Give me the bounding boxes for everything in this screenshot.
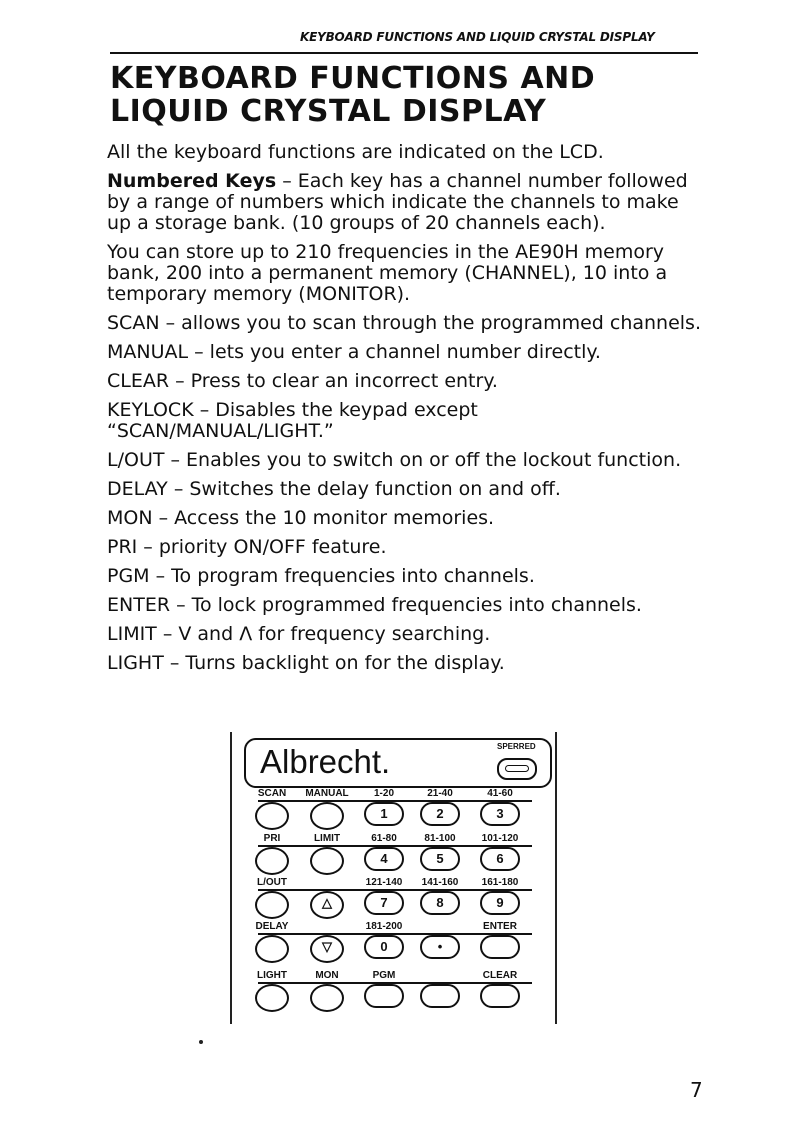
paragraph-pri: PRI – priority ON/OFF feature. bbox=[107, 536, 387, 558]
page-title bbox=[110, 62, 700, 128]
keypad-key bbox=[310, 984, 344, 1012]
keypad-key bbox=[255, 935, 289, 963]
keypad-label: LIGHT bbox=[257, 970, 287, 981]
keypad-label: ENTER bbox=[483, 921, 517, 932]
paragraph-numbered-keys: Numbered Keys – Each key has a channel number followed by a range of numbers which indicate the channels to make up a storage bank. (10 groups of 20 channels each). bbox=[107, 170, 688, 234]
keypad-label: 101-120 bbox=[481, 833, 519, 844]
keypad-label: PRI bbox=[263, 833, 281, 844]
keypad-label: MANUAL bbox=[305, 788, 349, 799]
paragraph-intro: All the keyboard functions are indicated on the LCD. bbox=[107, 141, 604, 163]
keypad-key: 9 bbox=[480, 891, 520, 915]
term-numbered-keys: Numbered Keys bbox=[107, 170, 277, 192]
keypad-label: LIMIT bbox=[313, 833, 341, 844]
paragraph-keylock: KEYLOCK – Disables the keypad except “SCAN/MANUAL/LIGHT.” bbox=[107, 399, 478, 442]
paragraph-manual: MANUAL – lets you enter a channel number directly. bbox=[107, 341, 601, 363]
keypad-illustration bbox=[230, 732, 560, 1027]
running-header: KEYBOARD FUNCTIONS AND LIQUID CRYSTAL DISPLAY bbox=[300, 30, 655, 44]
device-edge-right bbox=[555, 732, 557, 1024]
speaker-button bbox=[497, 758, 537, 780]
paragraph-clear: CLEAR – Press to clear an incorrect entry. bbox=[107, 370, 498, 392]
display-panel bbox=[244, 738, 552, 788]
title-line-2: LIQUID CRYSTAL DISPLAY bbox=[110, 94, 547, 129]
keypad-key: 4 bbox=[364, 847, 404, 871]
paragraph-memory: You can store up to 210 frequencies in the AE90H memory bank, 200 into a permanent memory (CHANNEL), 10 into a temporary memory (MONITOR). bbox=[107, 241, 668, 305]
keypad-key: 3 bbox=[480, 802, 520, 826]
keypad-key: 1 bbox=[364, 802, 404, 826]
paragraph-light: LIGHT – Turns backlight on for the display. bbox=[107, 652, 505, 674]
body-text bbox=[107, 142, 703, 682]
device-edge-left bbox=[230, 732, 232, 1024]
keypad-key: 7 bbox=[364, 891, 404, 915]
title-line-1: KEYBOARD FUNCTIONS AND bbox=[110, 61, 596, 96]
paragraph-enter: ENTER – To lock programmed frequencies into channels. bbox=[107, 594, 642, 616]
speaker-label: SPERRED bbox=[497, 742, 536, 751]
keypad-key bbox=[310, 802, 344, 830]
keypad-key bbox=[255, 802, 289, 830]
page-number: 7 bbox=[690, 1078, 703, 1102]
stray-dot bbox=[199, 1040, 203, 1044]
keypad-key: 5 bbox=[420, 847, 460, 871]
keypad-key bbox=[420, 984, 460, 1008]
keypad-label: MON bbox=[315, 970, 339, 981]
keypad-label: CLEAR bbox=[482, 970, 518, 981]
keypad-key bbox=[255, 891, 289, 919]
keypad-key bbox=[310, 847, 344, 875]
keypad-key: △ bbox=[310, 891, 344, 919]
keypad-key: 8 bbox=[420, 891, 460, 915]
paragraph-delay: DELAY – Switches the delay function on and off. bbox=[107, 478, 561, 500]
keypad-key: 0 bbox=[364, 935, 404, 959]
keypad-label: L/OUT bbox=[257, 877, 287, 888]
keypad-key bbox=[255, 847, 289, 875]
keypad-label: 1-20 bbox=[373, 788, 395, 799]
keypad-label: DELAY bbox=[255, 921, 289, 932]
keypad-key: 2 bbox=[420, 802, 460, 826]
paragraph-lout: L/OUT – Enables you to switch on or off the lockout function. bbox=[107, 449, 682, 471]
brand-logo: Albrecht. bbox=[260, 743, 391, 780]
keypad-label: 181-200 bbox=[365, 921, 403, 932]
keypad-label: 161-180 bbox=[481, 877, 519, 888]
keypad-key: • bbox=[420, 935, 460, 959]
paragraph-pgm: PGM – To program frequencies into channels. bbox=[107, 565, 535, 587]
paragraph-mon: MON – Access the 10 monitor memories. bbox=[107, 507, 495, 529]
keypad-label: 81-100 bbox=[424, 833, 456, 844]
header-rule bbox=[110, 52, 698, 54]
paragraph-limit: LIMIT – V and Λ for frequency searching. bbox=[107, 623, 491, 645]
keypad-label: 41-60 bbox=[487, 788, 513, 799]
keypad-key bbox=[480, 984, 520, 1008]
keypad-label: 121-140 bbox=[365, 877, 403, 888]
keypad-label: 21-40 bbox=[427, 788, 453, 799]
keypad-label: 141-160 bbox=[421, 877, 459, 888]
keypad-key bbox=[480, 935, 520, 959]
keypad-label: PGM bbox=[372, 970, 396, 981]
paragraph-scan: SCAN – allows you to scan through the programmed channels. bbox=[107, 312, 702, 334]
keypad-label: 61-80 bbox=[371, 833, 397, 844]
keypad-key: ▽ bbox=[310, 935, 344, 963]
keypad-label: SCAN bbox=[257, 788, 287, 799]
keypad-key bbox=[255, 984, 289, 1012]
keypad-key: 6 bbox=[480, 847, 520, 871]
keypad-key bbox=[364, 984, 404, 1008]
